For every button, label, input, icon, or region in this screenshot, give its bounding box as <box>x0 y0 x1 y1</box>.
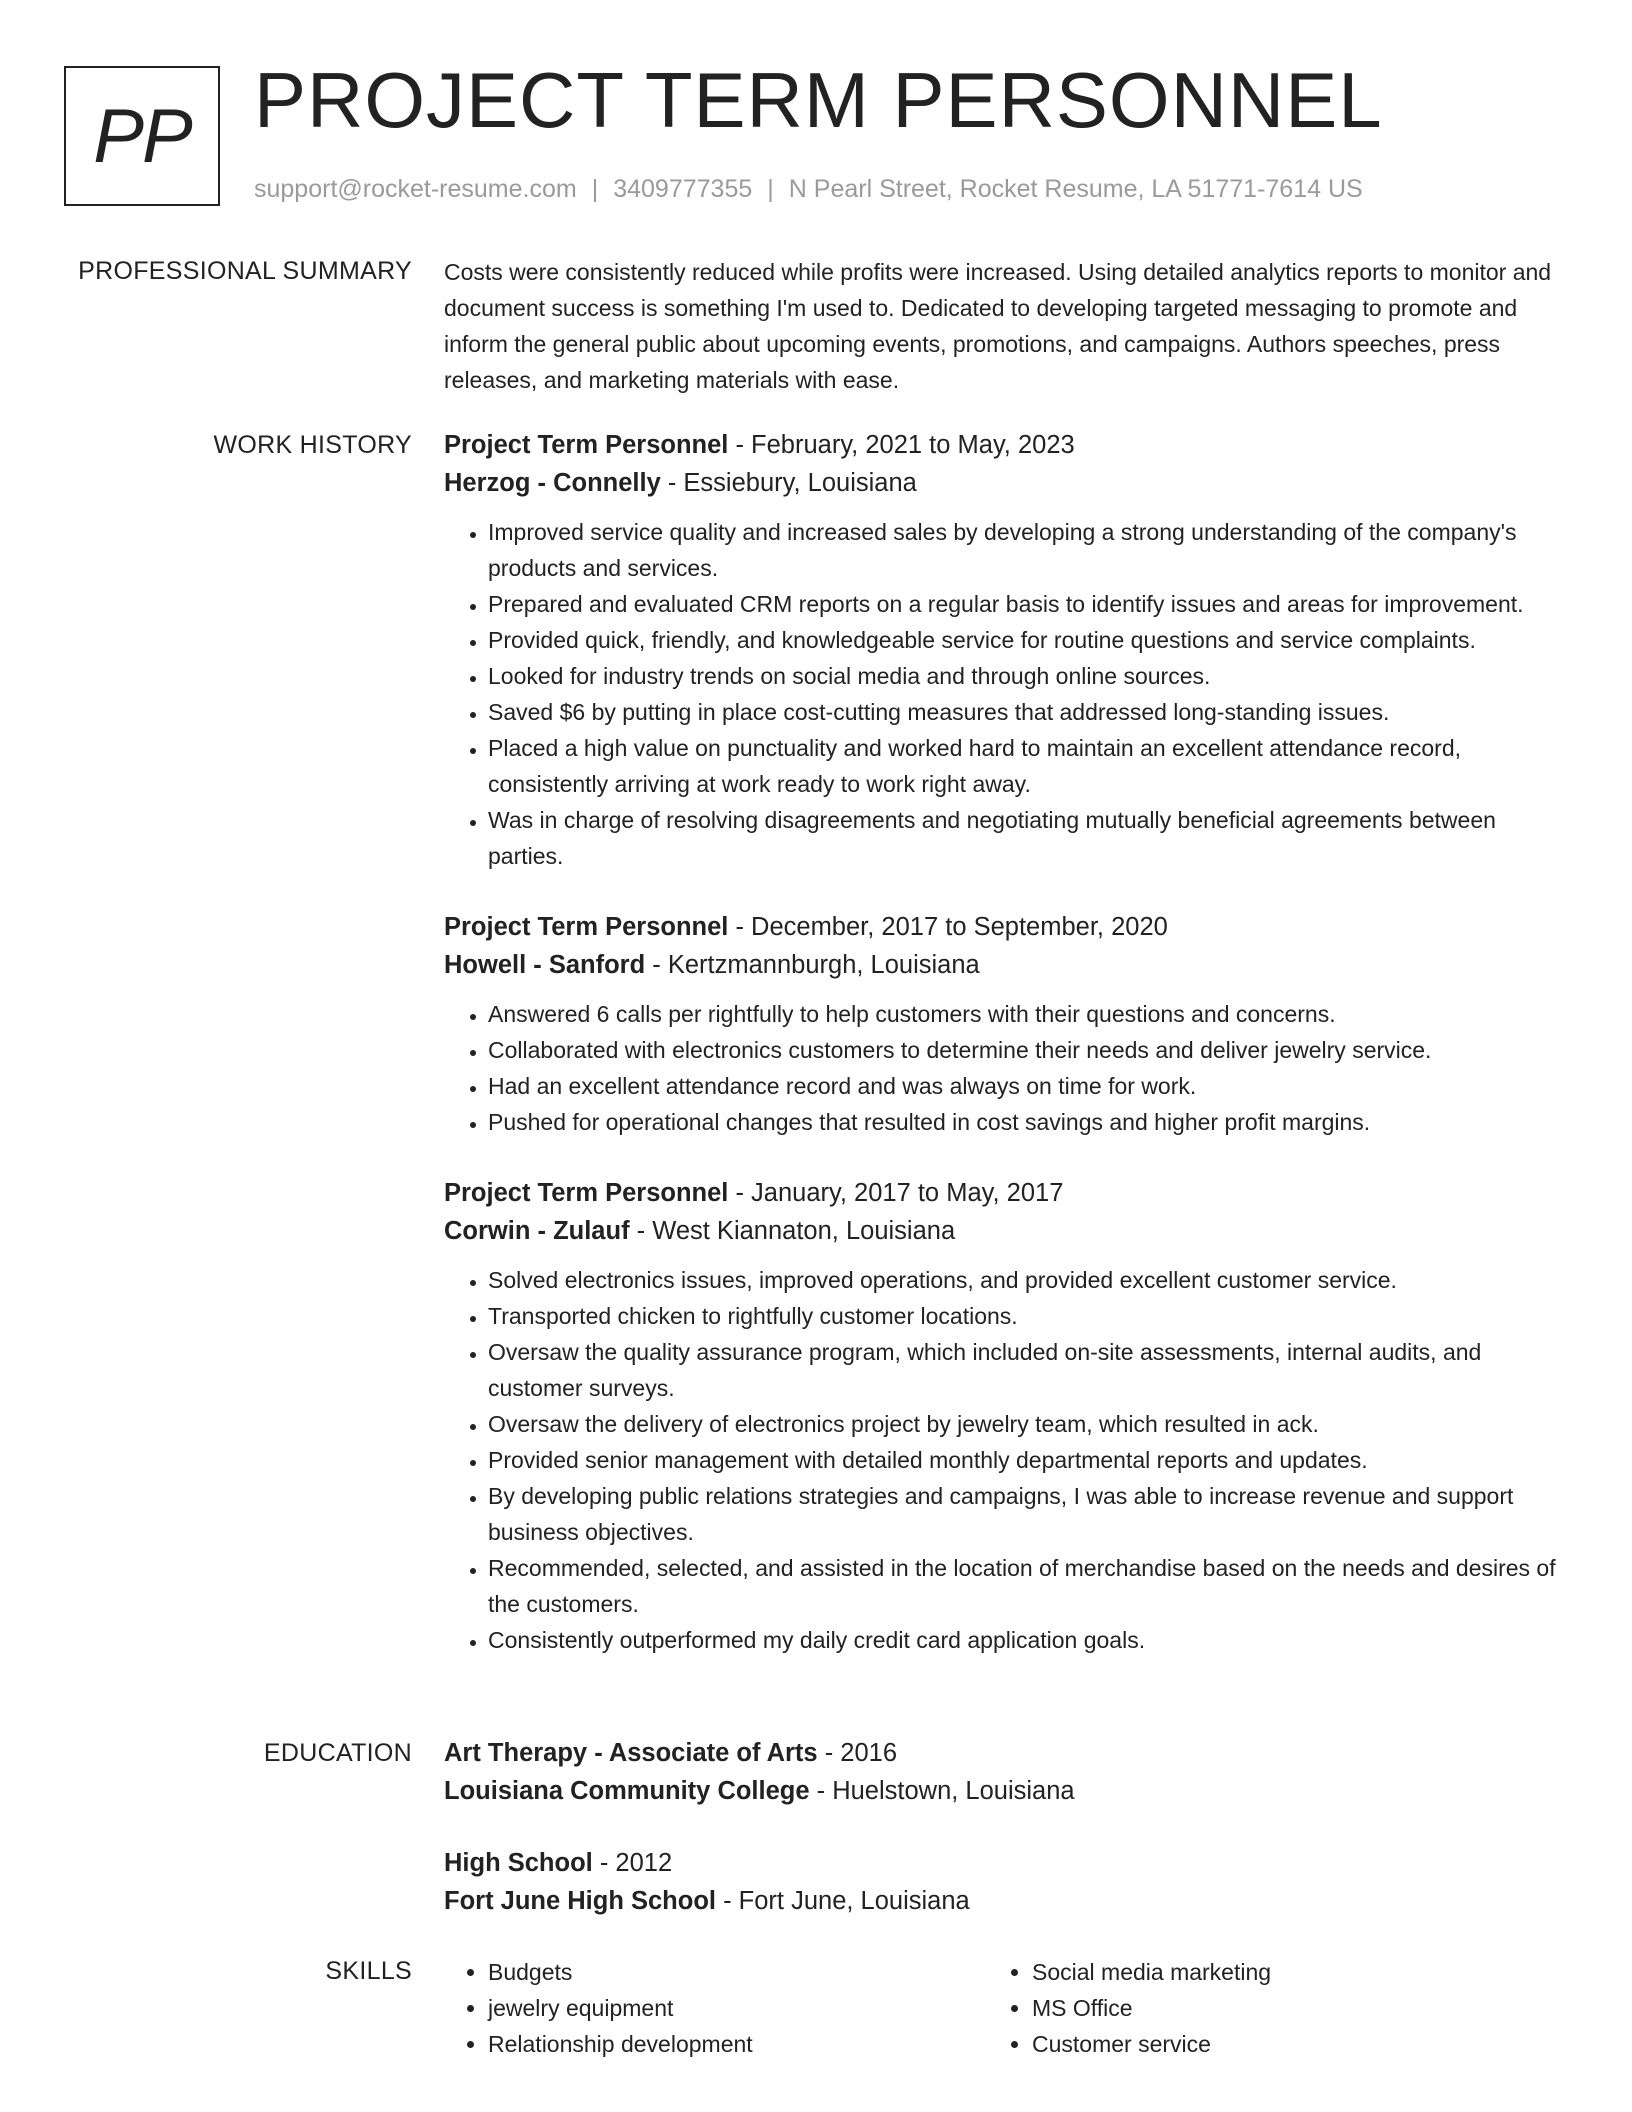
education-degree: Art Therapy - Associate of Arts <box>444 1739 818 1767</box>
job-bullet: • Pushed for operational changes that resulted in cost savings and higher profit margins. <box>488 1104 1564 1140</box>
job-bullet: • Had an excellent attendance record and was always on time for work. <box>488 1068 1564 1104</box>
skill-item: • Relationship development <box>488 2026 988 2062</box>
job-title: Project Term Personnel <box>444 913 729 941</box>
job-entry <box>444 1174 1564 1658</box>
job-title: Project Term Personnel <box>444 431 729 459</box>
skills-columns <box>444 1954 1564 2062</box>
monogram-text: PP <box>93 93 191 179</box>
education-school-line <box>444 1882 1564 1920</box>
education-school: Louisiana Community College <box>444 1777 810 1805</box>
skill-item: • MS Office <box>1032 1990 1532 2026</box>
contact-separator: | <box>767 175 774 203</box>
job-dates: - December, 2017 to September, 2020 <box>728 913 1168 941</box>
education-school: Fort June High School <box>444 1887 716 1915</box>
job-dates: - January, 2017 to May, 2017 <box>728 1179 1064 1207</box>
job-bullet: • Collaborated with electronics customers to determine their needs and deliver jewelry service. <box>488 1032 1564 1068</box>
job-company-line <box>444 946 1564 984</box>
contact-line <box>254 172 1363 206</box>
education-degree: High School <box>444 1849 593 1877</box>
job-bullet: • Looked for industry trends on social media and through online sources. <box>488 658 1564 694</box>
job-location: - Essiebury, Louisiana <box>660 469 917 497</box>
job-bullet: • Oversaw the quality assurance program, which included on-site assessments, internal audits, and customer surveys. <box>488 1334 1564 1406</box>
section-heading: PROFESSIONAL SUMMARY <box>78 257 412 285</box>
section-heading: WORK HISTORY <box>213 431 412 459</box>
job-company: Corwin - Zulauf <box>444 1217 630 1245</box>
job-bullet: • Prepared and evaluated CRM reports on a regular basis to identify issues and areas for improvement. <box>488 586 1564 622</box>
section-heading: SKILLS <box>325 1957 412 1985</box>
education-school-line <box>444 1772 1564 1810</box>
job-bullet: • Placed a high value on punctuality and worked hard to maintain an excellent attendance record, consistently arriving at work ready to work right away. <box>488 730 1564 802</box>
skill-item: • Customer service <box>1032 2026 1532 2062</box>
job-title-line <box>444 426 1564 464</box>
job-entry <box>444 908 1564 1140</box>
job-dates: - February, 2021 to May, 2023 <box>728 431 1075 459</box>
job-company: Howell - Sanford <box>444 951 646 979</box>
job-bullets <box>444 1262 1564 1658</box>
job-bullet: • Provided senior management with detailed monthly departmental reports and updates. <box>488 1442 1564 1478</box>
job-company-line <box>444 464 1564 502</box>
education-location: - Fort June, Louisiana <box>716 1887 970 1915</box>
job-bullet: • Answered 6 calls per rightfully to help customers with their questions and concerns. <box>488 996 1564 1032</box>
job-bullet: • Provided quick, friendly, and knowledgeable service for routine questions and service complaints. <box>488 622 1564 658</box>
job-location: - West Kiannaton, Louisiana <box>629 1217 956 1245</box>
education-degree-line <box>444 1844 1564 1882</box>
skills-list-right <box>988 1954 1532 2062</box>
contact-address: N Pearl Street, Rocket Resume, LA 51771-7614 US <box>788 175 1363 203</box>
job-bullet: • Saved $6 by putting in place cost-cutting measures that addressed long-standing issues. <box>488 694 1564 730</box>
job-title: Project Term Personnel <box>444 1179 729 1207</box>
job-company: Herzog - Connelly <box>444 469 661 497</box>
job-bullet: • Solved electronics issues, improved operations, and provided excellent customer service. <box>488 1262 1564 1298</box>
job-bullet: • Recommended, selected, and assisted in the location of merchandise based on the needs and desires of the customers. <box>488 1550 1564 1622</box>
job-title-line <box>444 1174 1564 1212</box>
job-entry <box>444 426 1564 874</box>
education-list <box>444 1734 1564 1954</box>
job-bullets <box>444 514 1564 874</box>
skills-list-left <box>444 1954 988 2062</box>
jobs-list <box>444 426 1564 1692</box>
education-year: - 2016 <box>817 1739 898 1767</box>
job-bullet: • Was in charge of resolving disagreements and negotiating mutually beneficial agreements between parties. <box>488 802 1564 874</box>
job-bullet: • Improved service quality and increased sales by developing a strong understanding of the company's products and services. <box>488 514 1564 586</box>
education-year: - 2012 <box>592 1849 673 1877</box>
education-location: - Huelstown, Louisiana <box>809 1777 1075 1805</box>
job-bullet: • Oversaw the delivery of electronics project by jewelry team, which resulted in ack. <box>488 1406 1564 1442</box>
job-title-line <box>444 908 1564 946</box>
job-location: - Kertzmannburgh, Louisiana <box>645 951 980 979</box>
job-bullet: • By developing public relations strategies and campaigns, I was able to increase revenue and support business objectives. <box>488 1478 1564 1550</box>
contact-separator: | <box>591 175 599 203</box>
contact-phone[interactable]: 3409777355 <box>613 175 753 203</box>
education-entry <box>444 1734 1564 1810</box>
monogram-badge <box>64 66 220 206</box>
skill-item: • jewelry equipment <box>488 1990 988 2026</box>
job-company-line <box>444 1212 1564 1250</box>
summary-text: Costs were consistently reduced while profits were increased. Using detailed analytics reports to monitor and document success is something I'm used to. Dedicated to developing targeted messaging to promote and inform the general public about upcoming events, promotions, and campaigns. Authors speeches, press releases, and marketing materials with ease. <box>444 259 1552 393</box>
education-entry <box>444 1844 1564 1920</box>
education-degree-line <box>444 1734 1564 1772</box>
skill-item: • Social media marketing <box>1032 1954 1532 1990</box>
candidate-name: PROJECT TERM PERSONNEL <box>254 56 1383 144</box>
job-bullet: • Transported chicken to rightfully customer locations. <box>488 1298 1564 1334</box>
contact-email[interactable]: support@rocket-resume.com <box>254 175 577 203</box>
job-bullet: • Consistently outperformed my daily credit card application goals. <box>488 1622 1564 1658</box>
section-heading: EDUCATION <box>263 1739 412 1767</box>
skill-item: • Budgets <box>488 1954 988 1990</box>
job-bullets <box>444 996 1564 1140</box>
